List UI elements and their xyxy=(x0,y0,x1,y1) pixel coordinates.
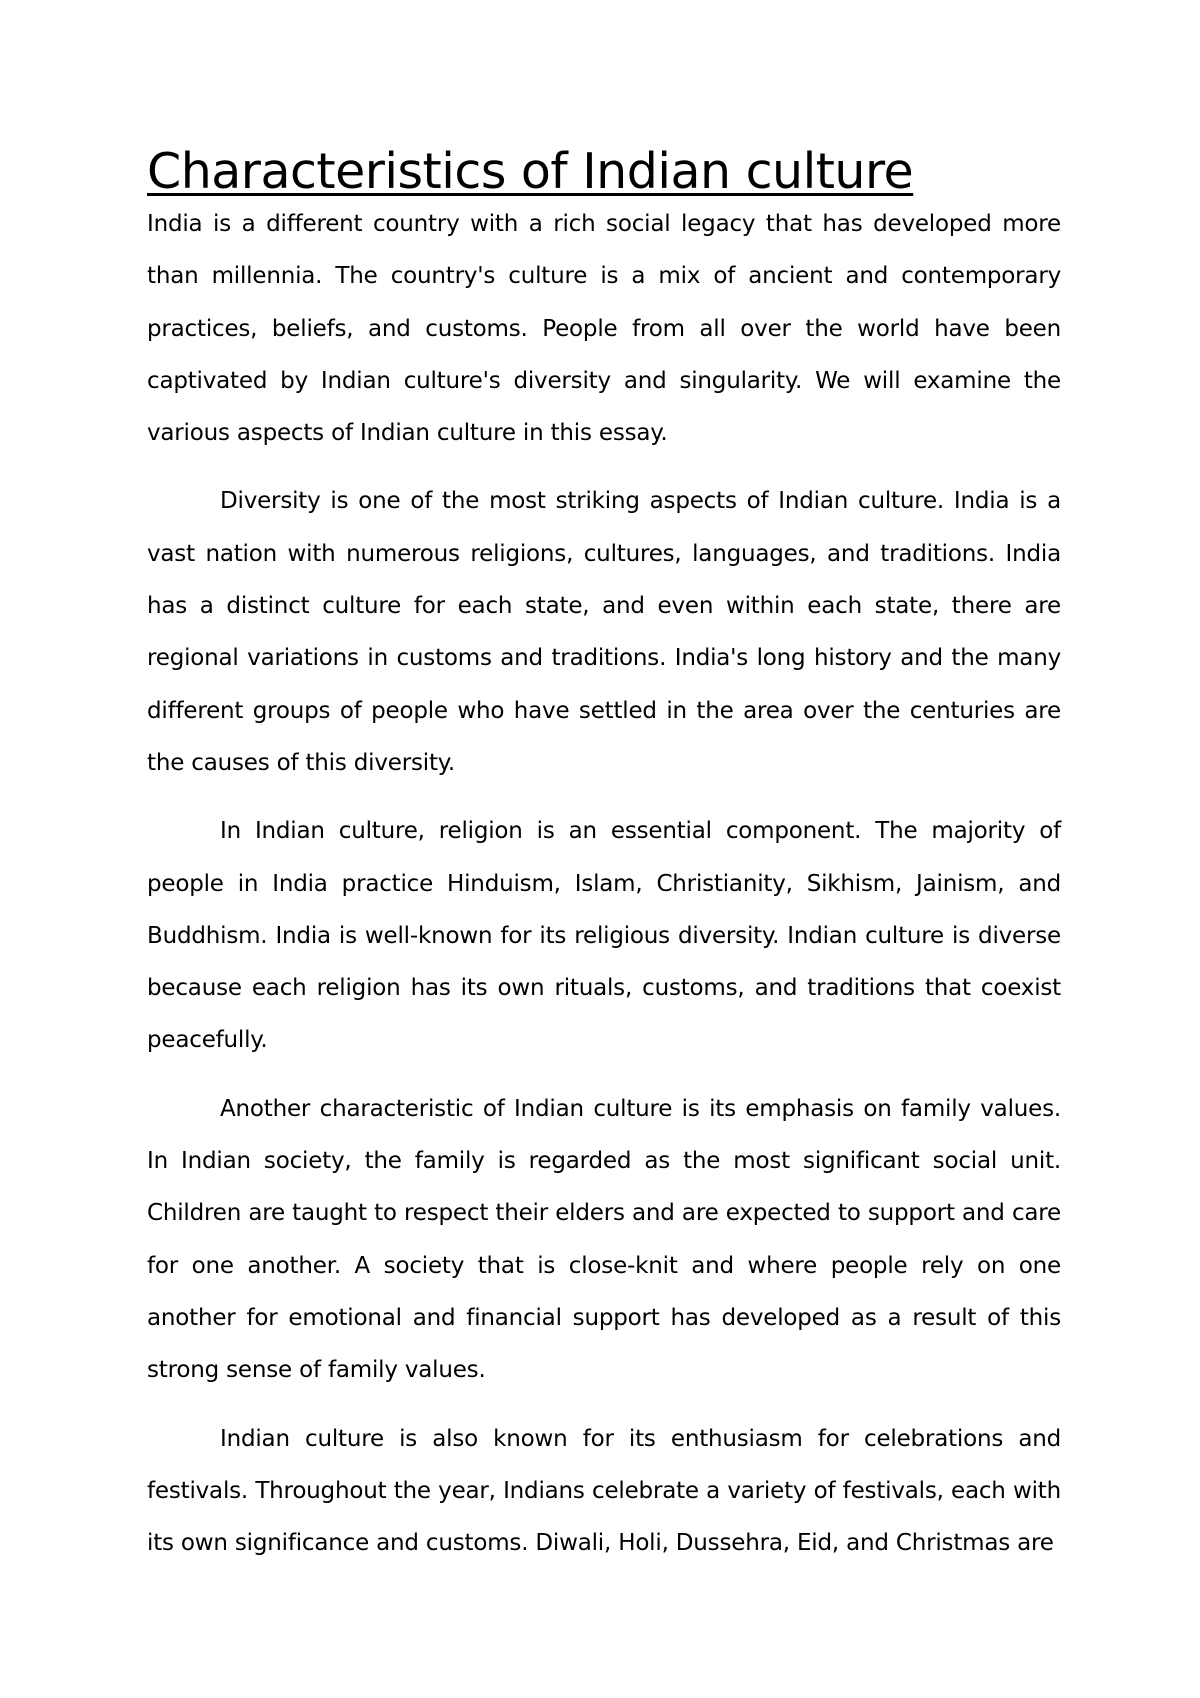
paragraph-family-values: Another characteristic of Indian culture is its emphasis on family values. In Indian society, the family is regarded as the most significant social unit. Children are taught to respect their elders and are expected to support and care for one another. A society that is close-knit and where people rely on one another for emotional and financial support has developed as a result of this strong sense of family values. xyxy=(147,1095,1061,1384)
document-title: Characteristics of Indian culture xyxy=(147,143,914,200)
paragraph-religion: In Indian culture, religion is an essential component. The majority of people in India practice Hinduism, Islam, Christianity, Sikhism, Jainism, and Buddhism. India is well-known for its religious diversity. Indian culture is diverse because each religion has its own rituals, customs, and traditions that coexist peacefully. xyxy=(147,818,1061,1054)
document-page xyxy=(147,140,1061,1585)
paragraph-diversity: Diversity is one of the most striking aspects of Indian culture. India is a vast nation with numerous religions, cultures, languages, and traditions. India has a distinct culture for each state, and even within each state, there are regional variations in customs and traditions. India's long history and the many different groups of people who have settled in the area over the centuries are the causes of this diversity. xyxy=(147,488,1061,776)
paragraph-intro: India is a different country with a rich social legacy that has developed more than millennia. The country's culture is a mix of ancient and contemporary practices, beliefs, and customs. People from all over the world have been captivated by Indian culture's diversity and singularity. We will examine the various aspects of Indian culture in this essay. xyxy=(147,211,1061,447)
paragraph-festivals: Indian culture is also known for its enthusiasm for celebrations and festivals. Throughout the year, Indians celebrate a variety of festivals, each with its own significance and customs. Diwali, Holi, Dussehra, Eid, and Christmas are xyxy=(147,1425,1061,1557)
